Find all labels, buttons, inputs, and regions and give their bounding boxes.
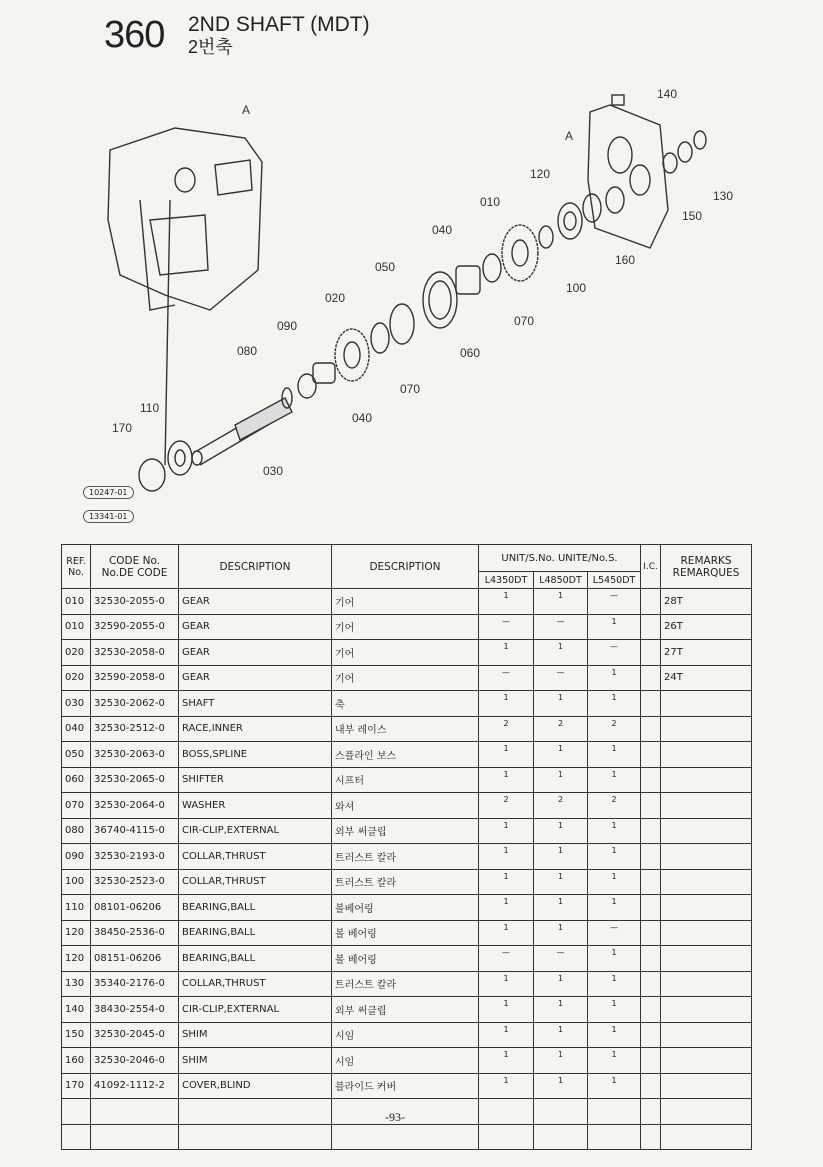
cell-ic	[641, 997, 661, 1023]
cell-u3: 1	[588, 946, 641, 972]
cell-u2: 1	[534, 895, 588, 921]
washer-070-a	[371, 323, 389, 353]
cell-ic	[641, 589, 661, 615]
callout: A	[565, 129, 574, 143]
cell-code: 32530-2045-0	[91, 1022, 179, 1048]
cell-ic	[641, 1099, 661, 1125]
cell-code: 08151-06206	[91, 946, 179, 972]
cell-desc_ko: 시임	[332, 1022, 479, 1048]
table-row	[62, 691, 752, 717]
cell-remarks	[661, 716, 752, 742]
exploded-parts-diagram	[0, 70, 823, 530]
cell-desc	[179, 1124, 332, 1150]
cell-ref: 030	[62, 691, 91, 717]
cell-remarks: 27T	[661, 640, 752, 666]
callout: 080	[237, 344, 258, 358]
callout: 170	[112, 421, 133, 435]
col-model: L4350DT	[479, 572, 534, 589]
cell-desc: COLLAR,THRUST	[179, 869, 332, 895]
cell-ic	[641, 716, 661, 742]
callout: 020	[325, 291, 346, 305]
cell-u3: 1	[588, 997, 641, 1023]
cell-remarks	[661, 818, 752, 844]
cell-ic	[641, 793, 661, 819]
cell-desc: GEAR	[179, 614, 332, 640]
cell-u1: 1	[479, 920, 534, 946]
cell-ref: 010	[62, 614, 91, 640]
cell-desc_ko: 블라이드 커버	[332, 1073, 479, 1099]
cell-u1: 1	[479, 640, 534, 666]
cell-desc: GEAR	[179, 665, 332, 691]
cell-ic	[641, 920, 661, 946]
cell-u2: 1	[534, 767, 588, 793]
cell-code: 32530-2065-0	[91, 767, 179, 793]
cell-u3: 1	[588, 665, 641, 691]
callout: 090	[277, 319, 298, 333]
cell-ref: 110	[62, 895, 91, 921]
blind-cover-170	[139, 459, 165, 491]
cell-desc_ko	[332, 1099, 479, 1125]
cell-u2: 1	[534, 997, 588, 1023]
cell-code: 32590-2058-0	[91, 665, 179, 691]
cell-ref: 080	[62, 818, 91, 844]
cell-desc_ko: 트러스트 칼라	[332, 869, 479, 895]
cell-code: 41092-1112-2	[91, 1073, 179, 1099]
title-english: 2ND SHAFT (MDT)	[188, 13, 370, 36]
cell-desc: BEARING,BALL	[179, 895, 332, 921]
cell-u2: 1	[534, 1022, 588, 1048]
cell-u2: 1	[534, 844, 588, 870]
cell-desc: SHIFTER	[179, 767, 332, 793]
cell-ic	[641, 1048, 661, 1074]
cell-u1: —	[479, 614, 534, 640]
cell-u1: 1	[479, 818, 534, 844]
cell-code: 38450-2536-0	[91, 920, 179, 946]
callout: 150	[682, 209, 703, 223]
cell-remarks	[661, 767, 752, 793]
cell-desc_ko: 볼베어링	[332, 895, 479, 921]
cell-remarks	[661, 793, 752, 819]
cell-desc: WASHER	[179, 793, 332, 819]
cell-remarks: 28T	[661, 589, 752, 615]
table-row	[62, 589, 752, 615]
cell-u1: 1	[479, 691, 534, 717]
table-row	[62, 1099, 752, 1125]
section-code-badge: 10247-01	[83, 486, 134, 499]
cell-desc_ko: 볼 베어링	[332, 946, 479, 972]
cell-desc_ko: 스플라인 보스	[332, 742, 479, 768]
page-title	[188, 14, 370, 58]
callout: 120	[530, 167, 551, 181]
col-ic: I.C.	[641, 545, 661, 589]
callout: 040	[432, 223, 453, 237]
col-model: L5450DT	[588, 572, 641, 589]
cell-remarks	[661, 920, 752, 946]
cell-ic	[641, 818, 661, 844]
col-code: CODE No. No.DE CODE	[91, 545, 179, 589]
table-row	[62, 818, 752, 844]
table-row	[62, 844, 752, 870]
race-040-a	[313, 363, 335, 383]
cell-u1: 1	[479, 742, 534, 768]
cell-u3: 1	[588, 1022, 641, 1048]
cell-desc_ko: 시임	[332, 1048, 479, 1074]
cell-desc: COVER,BLIND	[179, 1073, 332, 1099]
cell-remarks	[661, 895, 752, 921]
cell-u3: —	[588, 589, 641, 615]
cell-ic	[641, 691, 661, 717]
cell-ref: 040	[62, 716, 91, 742]
cell-desc_ko: 시프터	[332, 767, 479, 793]
callout: 060	[460, 346, 481, 360]
circlip-140	[694, 131, 706, 149]
table-row	[62, 767, 752, 793]
cell-remarks	[661, 869, 752, 895]
callout: 110	[140, 401, 160, 415]
callout: 130	[713, 189, 734, 203]
cell-u2: 1	[534, 818, 588, 844]
cell-desc: CIR-CLIP,EXTERNAL	[179, 818, 332, 844]
cell-u1: 1	[479, 869, 534, 895]
cell-desc_ko: 내부 레이스	[332, 716, 479, 742]
callout: 100	[566, 281, 587, 295]
cell-u2: —	[534, 614, 588, 640]
cell-remarks	[661, 1022, 752, 1048]
callout: 070	[400, 382, 421, 396]
cell-ref: 160	[62, 1048, 91, 1074]
cell-u1: —	[479, 946, 534, 972]
cell-desc: COLLAR,THRUST	[179, 971, 332, 997]
cell-code: 32530-2058-0	[91, 640, 179, 666]
cell-u3: —	[588, 920, 641, 946]
cell-u1	[479, 1124, 534, 1150]
cell-remarks	[661, 1099, 752, 1125]
cell-desc: CIR-CLIP,EXTERNAL	[179, 997, 332, 1023]
cell-u1: 1	[479, 1048, 534, 1074]
cell-code: 08101-06206	[91, 895, 179, 921]
cell-remarks	[661, 844, 752, 870]
cell-u3: 1	[588, 1073, 641, 1099]
cell-ref: 130	[62, 971, 91, 997]
cell-remarks	[661, 971, 752, 997]
transmission-housing	[108, 128, 262, 310]
cell-ic	[641, 946, 661, 972]
table-row	[62, 1048, 752, 1074]
cell-desc: RACE,INNER	[179, 716, 332, 742]
bearing-120	[558, 203, 582, 239]
callout: 140	[657, 87, 678, 101]
callout: 050	[375, 260, 396, 274]
cell-ic	[641, 767, 661, 793]
cell-u3	[588, 1099, 641, 1125]
cell-code: 32590-2055-0	[91, 614, 179, 640]
cell-ref: 140	[62, 997, 91, 1023]
table-row	[62, 640, 752, 666]
cell-ref: 170	[62, 1073, 91, 1099]
cell-ref: 060	[62, 767, 91, 793]
callout: 040	[352, 411, 373, 425]
table-row	[62, 869, 752, 895]
cell-desc: COLLAR,THRUST	[179, 844, 332, 870]
cell-u3: 1	[588, 742, 641, 768]
col-ref: REF. No.	[62, 545, 91, 589]
col-description-ko: DESCRIPTION	[332, 545, 479, 589]
cell-desc_ko: 외부 써클립	[332, 818, 479, 844]
cell-code: 32530-2523-0	[91, 869, 179, 895]
cell-ref: 010	[62, 589, 91, 615]
table-row	[62, 920, 752, 946]
cell-u2: 1	[534, 742, 588, 768]
cell-desc_ko: 외부 써클립	[332, 997, 479, 1023]
parts-table	[61, 544, 752, 1150]
cell-u3: 1	[588, 767, 641, 793]
cell-remarks	[661, 997, 752, 1023]
race-040-b	[456, 266, 480, 294]
table-row	[62, 1073, 752, 1099]
cell-ic	[641, 614, 661, 640]
gear-020	[335, 329, 369, 381]
bearing-110	[168, 441, 192, 475]
collar-130	[678, 142, 692, 162]
cell-code	[91, 1124, 179, 1150]
collar-100	[539, 226, 553, 248]
cell-code	[91, 1099, 179, 1125]
cell-remarks	[661, 946, 752, 972]
cell-desc: SHIM	[179, 1048, 332, 1074]
cell-u1: 1	[479, 997, 534, 1023]
cell-desc: SHIM	[179, 1022, 332, 1048]
cell-desc_ko	[332, 1124, 479, 1150]
cell-u1: 1	[479, 844, 534, 870]
table-row	[62, 665, 752, 691]
cell-ref: 120	[62, 920, 91, 946]
cell-u3	[588, 1124, 641, 1150]
callout-labels	[112, 87, 733, 478]
cell-code: 38430-2554-0	[91, 997, 179, 1023]
cell-desc: BEARING,BALL	[179, 920, 332, 946]
cell-remarks	[661, 691, 752, 717]
cell-u1	[479, 1099, 534, 1125]
cell-u3: 1	[588, 869, 641, 895]
cell-ic	[641, 640, 661, 666]
cell-u3: 2	[588, 716, 641, 742]
cell-ref	[62, 1099, 91, 1125]
cell-u2: 1	[534, 920, 588, 946]
cell-desc: BOSS,SPLINE	[179, 742, 332, 768]
title-korean: 2번축	[188, 37, 233, 57]
callout: 070	[514, 314, 535, 328]
cell-code: 32530-2512-0	[91, 716, 179, 742]
cell-ref: 100	[62, 869, 91, 895]
cell-code: 32530-2193-0	[91, 844, 179, 870]
cell-u2	[534, 1099, 588, 1125]
cell-ref: 050	[62, 742, 91, 768]
cell-u1: 2	[479, 793, 534, 819]
cell-u3: 1	[588, 971, 641, 997]
cell-remarks: 26T	[661, 614, 752, 640]
rear-cover-plate	[588, 95, 668, 248]
cell-remarks	[661, 1048, 752, 1074]
cell-remarks	[661, 1124, 752, 1150]
cell-u2: —	[534, 665, 588, 691]
cell-ref: 070	[62, 793, 91, 819]
cell-u2: 1	[534, 1073, 588, 1099]
boss-spline-050	[390, 304, 414, 344]
cell-desc: BEARING,BALL	[179, 946, 332, 972]
cell-desc_ko: 와셔	[332, 793, 479, 819]
cell-code: 35340-2176-0	[91, 971, 179, 997]
col-remarks: REMARKS REMARQUES	[661, 545, 752, 589]
table-row	[62, 971, 752, 997]
cell-ref: 090	[62, 844, 91, 870]
cell-u2: 1	[534, 640, 588, 666]
cell-desc: SHAFT	[179, 691, 332, 717]
cell-u1: 1	[479, 767, 534, 793]
cell-u3: 2	[588, 793, 641, 819]
table-row	[62, 895, 752, 921]
table-row	[62, 716, 752, 742]
gear-010	[502, 225, 538, 281]
table-row	[62, 742, 752, 768]
cell-ic	[641, 1073, 661, 1099]
cell-desc_ko: 기어	[332, 665, 479, 691]
cell-ic	[641, 742, 661, 768]
col-description: DESCRIPTION	[179, 545, 332, 589]
cell-u3: 1	[588, 818, 641, 844]
cell-u3: 1	[588, 614, 641, 640]
cell-remarks	[661, 1073, 752, 1099]
cell-ref: 150	[62, 1022, 91, 1048]
cell-remarks: 24T	[661, 665, 752, 691]
cell-u2	[534, 1124, 588, 1150]
cell-ic	[641, 869, 661, 895]
cell-desc: GEAR	[179, 640, 332, 666]
callout: 160	[615, 253, 636, 267]
cell-desc_ko: 기어	[332, 614, 479, 640]
callout: A	[242, 103, 251, 117]
cell-u2: 1	[534, 691, 588, 717]
cell-ref: 020	[62, 665, 91, 691]
table-row	[62, 793, 752, 819]
cell-u3: 1	[588, 691, 641, 717]
cell-ic	[641, 1022, 661, 1048]
cell-ic	[641, 844, 661, 870]
cell-u1: 1	[479, 971, 534, 997]
callout: 010	[480, 195, 501, 209]
cell-desc	[179, 1099, 332, 1125]
cell-remarks	[661, 742, 752, 768]
cell-ref: 120	[62, 946, 91, 972]
table-row	[62, 1124, 752, 1150]
cell-u2: 1	[534, 1048, 588, 1074]
shaft-030	[192, 398, 292, 465]
cell-u3: 1	[588, 1048, 641, 1074]
cell-desc_ko: 기어	[332, 589, 479, 615]
cell-u1: 1	[479, 1073, 534, 1099]
cell-desc_ko: 트러스트 칼라	[332, 844, 479, 870]
cell-u1: 1	[479, 1022, 534, 1048]
col-model: L4850DT	[534, 572, 588, 589]
cell-desc_ko: 축	[332, 691, 479, 717]
cell-ref	[62, 1124, 91, 1150]
cell-u2: 1	[534, 589, 588, 615]
cell-u2: 2	[534, 716, 588, 742]
cell-u1: —	[479, 665, 534, 691]
table-row	[62, 997, 752, 1023]
cell-ref: 020	[62, 640, 91, 666]
washer-070-b	[483, 254, 501, 282]
cell-u3: 1	[588, 844, 641, 870]
cell-code: 36740-4115-0	[91, 818, 179, 844]
cell-u3: —	[588, 640, 641, 666]
cell-u1: 1	[479, 895, 534, 921]
cell-u1: 2	[479, 716, 534, 742]
section-number: 360	[104, 14, 165, 56]
cell-desc: GEAR	[179, 589, 332, 615]
cell-code: 32530-2055-0	[91, 589, 179, 615]
table-row	[62, 946, 752, 972]
cell-u2: 1	[534, 869, 588, 895]
section-code-badge: 13341-01	[83, 510, 134, 523]
cell-desc_ko: 볼 베어링	[332, 920, 479, 946]
cell-code: 32530-2063-0	[91, 742, 179, 768]
cell-ic	[641, 665, 661, 691]
cell-u2: 2	[534, 793, 588, 819]
cell-u3: 1	[588, 895, 641, 921]
table-row	[62, 614, 752, 640]
cell-code: 32530-2046-0	[91, 1048, 179, 1074]
cell-ic	[641, 895, 661, 921]
cell-code: 32530-2062-0	[91, 691, 179, 717]
table-row	[62, 1022, 752, 1048]
cell-ic	[641, 1124, 661, 1150]
cell-desc_ko: 기어	[332, 640, 479, 666]
shim-150	[663, 153, 677, 173]
col-unit: UNIT/S.No. UNITE/No.S.	[479, 545, 641, 572]
cell-u2: —	[534, 946, 588, 972]
cell-ic	[641, 971, 661, 997]
page-footer: -93-	[385, 1110, 405, 1124]
cell-code: 32530-2064-0	[91, 793, 179, 819]
cell-u2: 1	[534, 971, 588, 997]
cell-u1: 1	[479, 589, 534, 615]
cell-desc_ko: 트러스트 칼라	[332, 971, 479, 997]
callout: 030	[263, 464, 284, 478]
